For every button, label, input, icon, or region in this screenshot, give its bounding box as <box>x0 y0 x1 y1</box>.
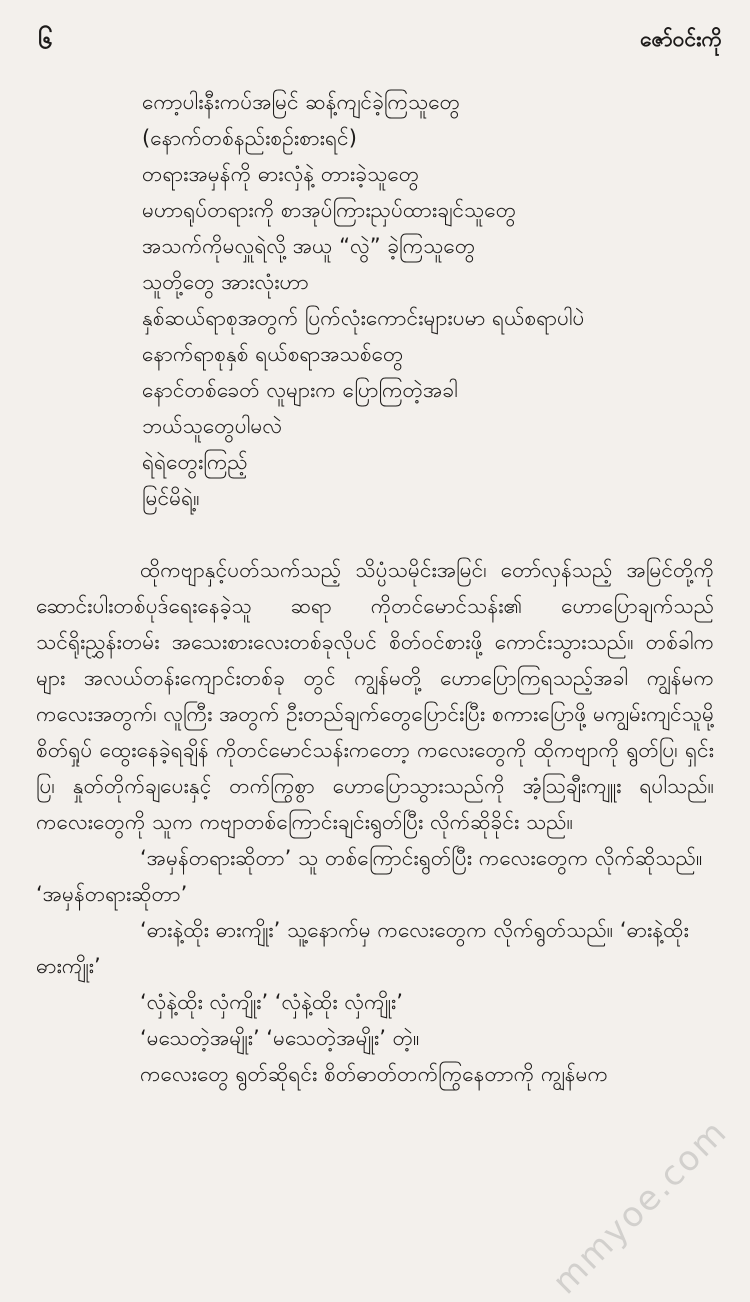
dialog-line: ‘လှံနဲ့ထိုး လှံကျိုး’ ‘လှံနဲ့ထိုး လှံကျိုး’ <box>140 990 403 1014</box>
poem-line: ရဲရဲတွေးကြည့် <box>142 450 248 474</box>
poem-line: နောင်တစ်ခေတ် လူများက ပြောကြတဲ့အခါ <box>142 378 458 402</box>
page-number: ၆ <box>38 25 53 55</box>
prose-section <box>36 552 714 1092</box>
dialog-line: ‘ဓားနဲ့ထိုး ဓားကျိုး’ သူ့နောက်မှ ကလေးတွေက လိုက်ရွတ်သည်။ ‘ဓားနဲ့ထိုး ဓားကျိုး’ <box>36 918 689 978</box>
poem-line: ဘယ်သူတွေပါမလဲ <box>142 414 283 438</box>
dialog-line: ‘မသေတဲ့အမျိုး’ ‘မသေတဲ့အမျိုး’ တဲ့။ <box>140 1026 420 1050</box>
poem-line: သူတို့တွေ အားလုံးဟာ <box>142 270 309 294</box>
poem-line: အသက်ကိုမလှူရဲလို့ အယူ “လွဲ” ခဲ့ကြသူတွေ <box>142 234 476 258</box>
poem-line: ကော့ပါးနီးကပ်အမြင် ဆန့်ကျင်ခဲ့ကြသူတွေ <box>142 90 461 114</box>
poem-line: နောက်ရာစုနှစ် ရယ်စရာအသစ်တွေ <box>142 342 404 366</box>
poem-line: မြင်မိရဲ့။ <box>142 486 200 510</box>
running-head-author: ဇော်ဝင်းကို <box>640 27 722 51</box>
poem-line: (နောက်တစ်နည်းစဉ်းစားရင်) <box>142 126 357 150</box>
dialog-line: ‘အမှန်တရားဆိုတာ’ သူ တစ်ကြောင်းရွတ်ပြီး ကလေးတွေက လိုက်ဆိုသည်။ ‘အမှန်တရားဆိုတာ’ <box>36 846 703 906</box>
site-watermark: mmyoe.com <box>545 1111 736 1302</box>
poem-block <box>142 84 720 516</box>
poem-line: မဟာရုပ်တရားကို စာအုပ်ကြားညှပ်ထားချင်သူတွေ <box>142 198 517 222</box>
dialog-line: ကလေးတွေ ရွတ်ဆိုရင်း စိတ်ဓာတ်တက်ကြွနေတာကို ကျွန်မက <box>140 1062 609 1086</box>
poem-line: တရားအမှန်ကို ဓားလှံနဲ့ တားခဲ့သူတွေ <box>142 162 420 186</box>
poem-line: နှစ်ဆယ်ရာစုအတွက် ပြက်လုံးကောင်းများပမာ ရယ်စရာပါပဲ <box>142 306 585 330</box>
body-paragraph: ထိုကဗျာနှင့်ပတ်သက်သည့် သိပ္ပံသမိုင်းအမြင်၊ တော်လှန်သည့် အမြင်တို့ကို ဆောင်းပါးတစ်ပုဒ်ရေးနေခဲ့သူ ဆရာ ကိုတင်မောင်သန်း၏ ဟောပြောချက်သည် သင်ရိုးညွှန်းတမ်း အသေးစားလေးတစ်ခုလိုပင် စိတ်ဝင်စားဖို့ ကောင်းသွားသည်။ တစ်ခါကများ အလယ်တန်းကျောင်းတစ်ခု တွင် ကျွန်မတို့ ဟောပြောကြရသည့်အခါ ကျွန်မက ကလေးအတွက်၊ လူကြီး အတွက် ဦးတည်ချက်တွေပြောင်းပြီး စကားပြောဖို့ မကျွမ်းကျင်သူမို့ စိတ်ရှုပ် ထွေးနေခဲ့ရချိန် ကိုတင်မောင်သန်းကတော့ ကလေးတွေကို ထိုကဗျာကို ရွတ်ပြ၊ ရှင်းပြ၊ နှုတ်တိုက်ချပေးနှင့် တက်ကြွစွာ ဟောပြောသွားသည်ကို အံ့သြချီးကျူး ရပါသည်။ ကလေးတွေကို သူက ကဗျာတစ်ကြောင်းချင်းရွတ်ပြီး လိုက်ဆိုခိုင်း သည်။ <box>36 558 714 834</box>
